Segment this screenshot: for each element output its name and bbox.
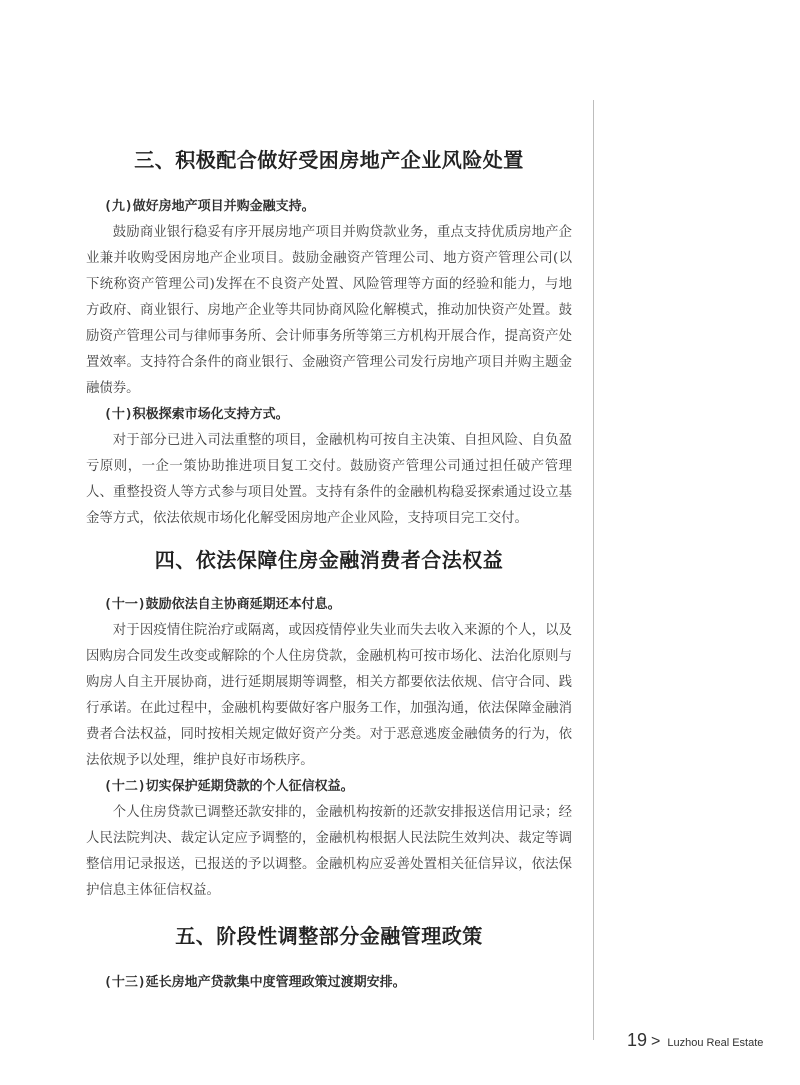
page-number: 19 [627, 1030, 648, 1050]
vertical-divider [593, 100, 594, 1040]
section-3-title: 三、积极配合做好受困房地产企业风险处置 [134, 148, 524, 172]
item-12-paragraph: 个人住房贷款已调整还款安排的，金融机构按新的还款安排报送信用记录；经人民法院判决、裁定认定应予调整的，金融机构根据人民法院生效判决、裁定等调整信用记录报送，已报送的予以调整。金融机构应妥善处置相关征信异议，依法保护信息主体征信权益。 [86, 805, 572, 898]
section-5-title: 五、阶段性调整部分金融管理政策 [175, 924, 483, 948]
item-13-heading: (十三)延长房地产贷款集中度管理政策过渡期安排。 [104, 975, 406, 990]
item-10-paragraph: 对于部分已进入司法重整的项目，金融机构可按自主决策、自担风险、自负盈亏原则，一企一策协助推进项目复工交付。鼓励资产管理公司通过担任破产管理人、重整投资人等方式参与项目处置。支持有条件的金融机构稳妥探索通过设立基金等方式，依法依规市场化化解受困房地产企业风险，支持项目完工交付。 [86, 433, 572, 526]
section-4-title: 四、依法保障住房金融消费者合法权益 [154, 548, 504, 572]
item-10-heading: (十)积极探索市场化支持方式。 [104, 407, 289, 422]
item-11-paragraph: 对于因疫情住院治疗或隔离，或因疫情停业失业而失去收入来源的个人，以及因购房合同发生改变或解除的个人住房贷款，金融机构可按市场化、法治化原则与购房人自主开展协商，进行延期展期等调整，相关方都要依法依规、信守合同、践行承诺。在此过程中，金融机构要做好客户服务工作，加强沟通，依法保障金融消费者合法权益，同时按相关规定做好资产分类。对于恶意逃废金融债务的行为，依法依规予以处理，维护良好市场秩序。 [86, 623, 572, 768]
item-11-heading: (十一)鼓励依法自主协商延期还本付息。 [104, 597, 341, 612]
page-footer [627, 1030, 763, 1051]
item-9-paragraph: 鼓励商业银行稳妥有序开展房地产项目并购贷款业务，重点支持优质房地产企业兼并收购受困房地产企业项目。鼓励金融资产管理公司、地方资产管理公司(以下统称资产管理公司)发挥在不良资产处置、风险管理等方面的经验和能力，与地方政府、商业银行、房地产企业等共同协商风险化解模式，推动加快资产处置。鼓励资产管理公司与律师事务所、会计师事务所等第三方机构开展合作，提高资产处置效率。支持符合条件的商业银行、金融资产管理公司发行房地产项目并购主题金融债券。 [86, 225, 572, 396]
item-9-heading: (九)做好房地产项目并购金融支持。 [104, 199, 315, 214]
journal-name: Luzhou Real Estate [667, 1037, 764, 1049]
article-body [86, 146, 572, 996]
item-12-heading: (十二)切实保护延期贷款的个人征信权益。 [104, 779, 354, 794]
page-arrow-icon: > [651, 1033, 661, 1050]
